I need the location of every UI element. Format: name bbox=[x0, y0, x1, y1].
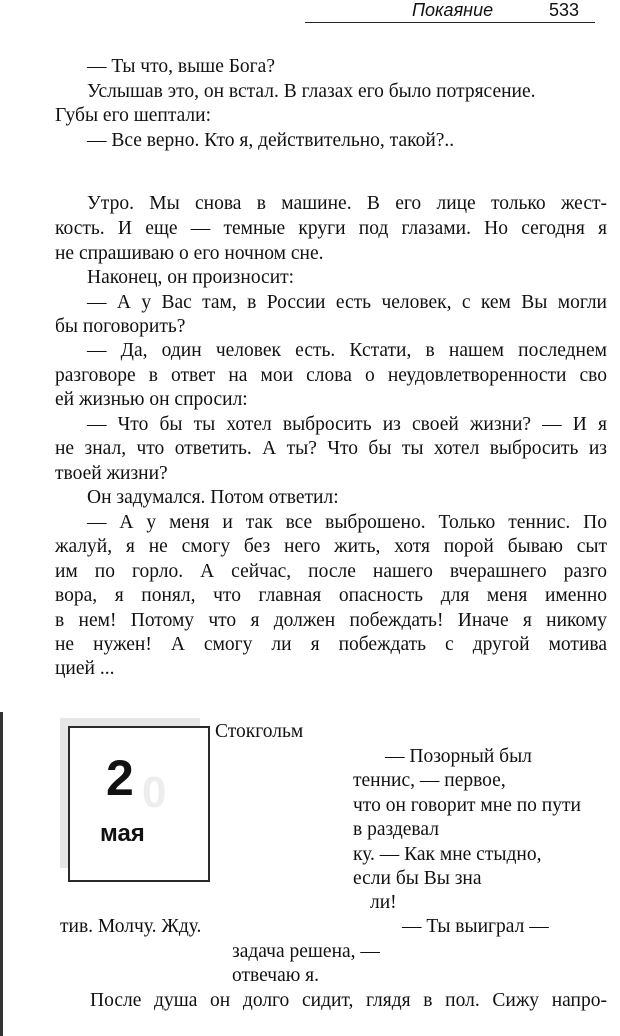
text-line: — Что бы ты хотел выбросить из своей жизни? — И я bbox=[87, 414, 607, 435]
text-line: им по горло. А сейчас, после нашего вчерашнего разго bbox=[55, 561, 607, 582]
text-line: теннис, — первое, bbox=[353, 770, 506, 791]
calendar-front-page bbox=[68, 726, 210, 882]
text-line: — Ты что, выше Бога? bbox=[87, 56, 275, 77]
margin-bar bbox=[0, 712, 3, 1036]
text-line-place: Стокгольм bbox=[215, 721, 304, 742]
text-line: не нужен! А смогу ли я побеждать с другой мотива bbox=[55, 634, 607, 655]
text-line: бы поговорить? bbox=[55, 316, 186, 337]
text-line: — А у Вас там, в России есть человек, с кем Вы могли bbox=[87, 292, 607, 313]
text-line: не знал, что ответить. А ты? Что бы ты хотел выбросить из bbox=[55, 438, 607, 459]
text-line: кость. И еще — темные круги под глазами. Но сегодня я bbox=[55, 218, 607, 239]
calendar-date-icon bbox=[60, 718, 208, 880]
text-line: цией ... bbox=[55, 658, 115, 679]
calendar-month: мая bbox=[100, 820, 145, 847]
running-title: Покаяние bbox=[412, 0, 494, 20]
calendar-day: 2 bbox=[106, 750, 134, 806]
text-line: Он задумался. Потом ответил: bbox=[87, 487, 339, 508]
text-line: жалуй, я не смогу без него жить, хотя порой бываю сыт bbox=[55, 536, 607, 557]
text-line: Наконец, он произносит: bbox=[87, 267, 295, 288]
text-line: задача решена, — bbox=[232, 941, 380, 962]
text-line: — Позорный был bbox=[385, 746, 532, 767]
header-rule bbox=[305, 22, 595, 23]
text-line: Губы его шептали: bbox=[55, 105, 211, 126]
text-line: Услышав это, он встал. В глазах его было потрясение. bbox=[87, 81, 536, 102]
text-line: что он говорит мне по пути bbox=[353, 795, 581, 816]
text-line: тив. Молчу. Жду. bbox=[60, 916, 202, 937]
calendar-ghost-print: 0 bbox=[142, 768, 167, 817]
text-line: — Ты выиграл — bbox=[402, 916, 549, 937]
text-line: — Все верно. Кто я, действительно, такой?.. bbox=[87, 130, 455, 151]
text-line: если бы Вы зна bbox=[353, 868, 482, 889]
text-line: Утро. Мы снова в машине. В его лице только жест- bbox=[87, 193, 607, 214]
text-line: отвечаю я. bbox=[232, 965, 320, 986]
text-line: в нем! Потому что я должен побеждать! Иначе я никому bbox=[55, 610, 607, 631]
text-line: вора, я понял, что главная опасность для меня именно bbox=[55, 585, 607, 606]
text-line: ей жизнью он спросил: bbox=[55, 389, 248, 410]
text-line: — Да, один человек есть. Кстати, в нашем последнем bbox=[87, 340, 607, 361]
text-line: — А у меня и так все выброшено. Только теннис. По bbox=[87, 512, 607, 533]
text-line: После душа он долго сидит, глядя в пол. Сижу напро- bbox=[90, 990, 607, 1011]
text-line: разговоре в ответ на мои слова о неудовлетворенности сво bbox=[55, 365, 607, 386]
page-number: 533 bbox=[549, 0, 580, 20]
text-line: твоей жизни? bbox=[55, 463, 168, 484]
text-line: не спрашиваю о его ночном сне. bbox=[55, 243, 324, 264]
text-line: в раздевал bbox=[353, 819, 439, 840]
text-line: ку. — Как мне стыдно, bbox=[353, 844, 542, 865]
text-line: ли! bbox=[370, 892, 397, 913]
